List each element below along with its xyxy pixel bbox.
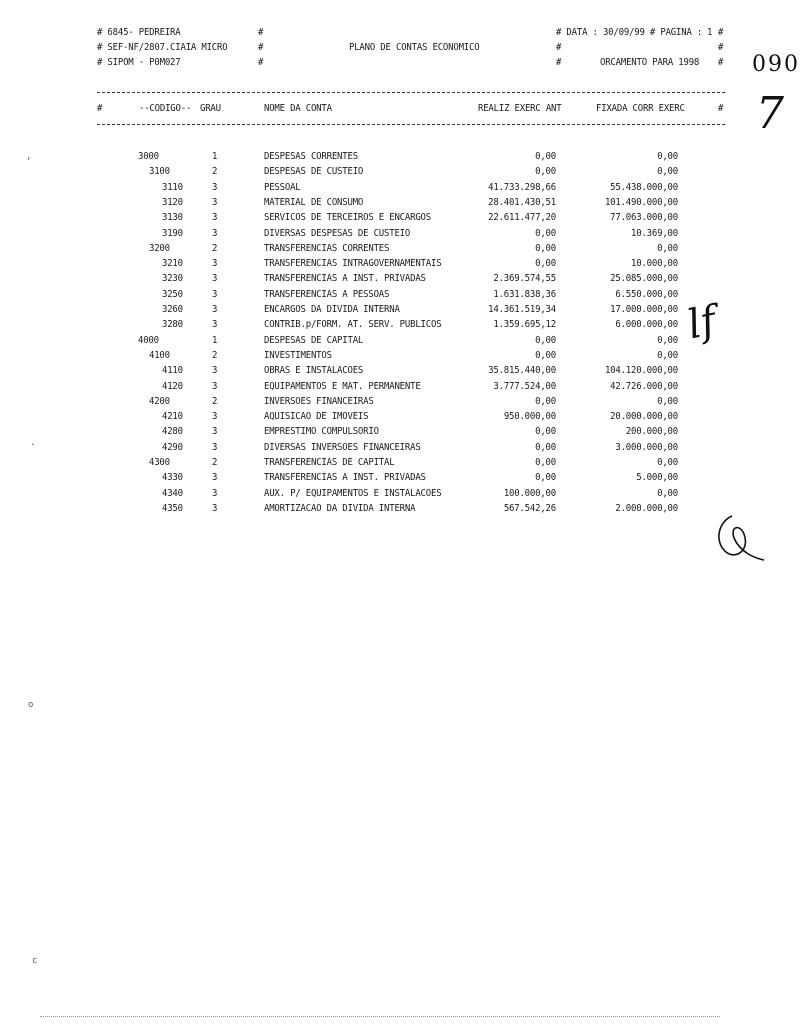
account-name: DIVERSAS INVERSOES FINANCEIRAS [264,442,421,453]
header-hash-m3: # [556,57,562,69]
table-row [0,303,800,318]
account-grau: 1 [212,151,218,163]
account-name: CONTRIB.p/FORM. AT. SERV. PUBLICOS [264,320,442,331]
account-name: ENCARGOS DA DIVIDA INTERNA [264,304,400,316]
scan-speck: c [32,956,38,966]
account-grau: 3 [212,258,218,270]
account-name: EQUIPAMENTOS E MAT. PERMANENTE [264,381,421,392]
table-row [0,334,800,349]
table-row [0,181,800,196]
scan-speck: . [30,438,36,448]
account-code: 3120 [162,197,183,209]
account-grau: 3 [212,182,218,193]
account-fixada: 0,00 [657,488,678,499]
account-fixada: 3.000.000,00 [615,442,678,453]
account-grau: 3 [212,197,218,209]
account-name: DESPESAS DE CAPITAL [264,335,364,346]
account-name: INVESTIMENTOS [264,350,332,362]
account-name: EMPRESTIMO COMPULSORIO [264,427,379,438]
account-name: MATERIAL DE CONSUMO [264,197,364,209]
table-row [0,272,800,287]
table-row [0,196,800,211]
account-fixada: 77.063.000,00 [610,212,678,224]
table-row [0,364,800,379]
account-grau: 2 [212,167,218,178]
account-grau: 3 [212,304,218,316]
account-realiz: 0,00 [535,228,556,239]
signature-mark [712,508,772,568]
date-page-label: # DATA : 30/09/99 # PAGINA : [556,27,703,39]
account-code: 3190 [162,228,183,239]
table-row [0,349,800,364]
account-code: 3230 [162,274,183,285]
table-row [0,288,800,303]
account-grau: 2 [212,457,218,469]
account-grau: 2 [212,243,218,255]
account-grau: 3 [212,365,218,377]
account-fixada: 0,00 [657,396,678,408]
col-realiz: REALIZ EXERC ANT [478,103,562,115]
account-fixada: 42.726.000,00 [610,381,678,392]
header-hash-3: # [258,57,264,69]
account-fixada: 0,00 [657,457,678,469]
account-fixada: 101.490.000,00 [604,197,678,209]
account-realiz: 950.000,00 [503,411,556,423]
account-realiz: 1.631.838,36 [493,289,556,300]
col-hash-right: # [718,103,724,115]
account-fixada: 0,00 [657,350,678,362]
header-line-3: # SIPOM - P0M027 [97,57,181,69]
bottom-scan-line [40,1016,720,1017]
account-fixada: 20.000.000,00 [610,411,678,423]
account-realiz: 22.611.477,20 [488,212,556,224]
account-realiz: 2.369.574,55 [493,274,556,285]
account-grau: 2 [212,396,218,408]
account-code: 4100 [149,350,170,362]
account-code: 4120 [162,381,183,392]
account-realiz: 0,00 [535,396,556,408]
table-row [0,165,800,180]
account-code: 4350 [162,503,183,515]
account-name: OBRAS E INSTALACOES [264,365,364,377]
account-name: PESSOAL [264,182,301,193]
account-fixada: 0,00 [657,167,678,178]
scan-speck: o [28,700,34,710]
account-grau: 3 [212,228,218,239]
account-fixada: 6.550.000,00 [615,289,678,300]
account-fixada: 25.085.000,00 [610,274,678,285]
col-grau: GRAU [200,103,221,115]
account-realiz: 100.000,00 [503,488,556,499]
col-codigo: --CODIGO-- [139,103,192,115]
account-fixada: 0,00 [657,151,678,163]
account-fixada: 0,00 [657,335,678,346]
table-row [0,425,800,440]
account-code: 3200 [149,243,170,255]
account-name: TRANSFERENCIAS INTRAGOVERNAMENTAIS [264,258,442,270]
account-code: 3280 [162,320,183,331]
account-grau: 1 [212,335,218,346]
handwritten-rubric: lf [683,297,721,349]
account-fixada: 104.120.000,00 [604,365,678,377]
table-row [0,441,800,456]
account-code: 3260 [162,304,183,316]
col-nome: NOME DA CONTA [264,103,332,115]
account-name: TRANSFERENCIAS DE CAPITAL [264,457,395,469]
page-number: 1 [707,27,713,39]
account-code: 4300 [149,457,170,469]
account-name: DIVERSAS DESPESAS DE CUSTEIO [264,228,411,239]
account-code: 3130 [162,212,183,224]
account-realiz: 41.733.298,66 [488,182,556,193]
account-realiz: 0,00 [535,350,556,362]
table-row [0,502,800,517]
account-realiz: 1.359.695,12 [493,320,556,331]
account-name: TRANSFERENCIAS CORRENTES [264,243,390,255]
header-hash-1: # [258,27,264,39]
account-name: AQUISICAO DE IMOVEIS [264,411,369,423]
account-code: 4110 [162,365,183,377]
account-fixada: 5.000,00 [636,473,678,484]
account-grau: 3 [212,274,218,285]
table-row [0,380,800,395]
account-realiz: 0,00 [535,457,556,469]
account-realiz: 28.401.430,51 [488,197,556,209]
account-name: INVERSOES FINANCEIRAS [264,396,374,408]
account-fixada: 10.369,00 [631,228,678,239]
header-hash-r3: # [718,57,724,69]
account-name: DESPESAS DE CUSTEIO [264,167,364,178]
account-grau: 3 [212,320,218,331]
account-code: 3110 [162,182,183,193]
account-realiz: 0,00 [535,335,556,346]
header-hash-r1: # [718,27,724,39]
table-row [0,227,800,242]
table-row [0,318,800,333]
account-code: 4000 [138,335,159,346]
top-separator [97,92,725,93]
account-code: 4280 [162,427,183,438]
account-grau: 3 [212,473,218,484]
account-fixada: 6.000.000,00 [615,320,678,331]
account-realiz: 14.361.519,34 [488,304,556,316]
account-realiz: 0,00 [535,427,556,438]
account-grau: 3 [212,427,218,438]
page-stamp-number: 090 [752,52,800,77]
account-realiz: 0,00 [535,243,556,255]
report-title: PLANO DE CONTAS ECONOMICO [349,42,480,54]
account-grau: 2 [212,350,218,362]
account-realiz: 0,00 [535,473,556,484]
table-row [0,211,800,226]
table-row [0,456,800,471]
table-row [0,410,800,425]
account-grau: 3 [212,442,218,453]
account-fixada: 10.000,00 [631,258,678,270]
col-fixada: FIXADA CORR EXERC [596,103,685,115]
account-grau: 3 [212,212,218,224]
account-grau: 3 [212,381,218,392]
account-realiz: 0,00 [535,442,556,453]
account-grau: 3 [212,488,218,499]
col-hash-left: # [97,103,103,115]
header-line-2: # SEF-NF/2807.CIAIA MICRO [97,42,228,54]
account-grau: 3 [212,411,218,423]
account-code: 4210 [162,411,183,423]
account-name: AMORTIZACAO DA DIVIDA INTERNA [264,503,416,515]
scan-speck: , [26,152,32,162]
account-realiz: 3.777.524,00 [493,381,556,392]
header-separator [97,124,725,125]
table-row [0,395,800,410]
header-line-1: # 6845- PEDREIRA [97,27,181,39]
account-fixada: 17.000.000,00 [610,304,678,316]
budget-label: ORCAMENTO PARA 1998 [600,57,700,69]
account-name: SERVICOS DE TERCEIROS E ENCARGOS [264,212,431,224]
table-row [0,487,800,502]
table-row [0,242,800,257]
account-grau: 3 [212,289,218,300]
account-realiz: 567.542,26 [503,503,556,515]
account-name: TRANSFERENCIAS A INST. PRIVADAS [264,473,426,484]
account-fixada: 2.000.000,00 [615,503,678,515]
account-realiz: 35.815.440,00 [488,365,556,377]
handwritten-initial: 7 [756,88,784,139]
account-realiz: 0,00 [535,258,556,270]
account-realiz: 0,00 [535,151,556,163]
account-code: 4330 [162,473,183,484]
header-hash-r2: # [718,42,724,54]
account-code: 3250 [162,289,183,300]
account-name: AUX. P/ EQUIPAMENTOS E INSTALACOES [264,488,442,499]
account-fixada: 0,00 [657,243,678,255]
account-code: 4200 [149,396,170,408]
account-code: 3210 [162,258,183,270]
account-name: TRANSFERENCIAS A PESSOAS [264,289,390,300]
account-fixada: 200.000,00 [625,427,678,438]
account-fixada: 55.438.000,00 [610,182,678,193]
account-code: 3100 [149,167,170,178]
account-code: 4340 [162,488,183,499]
account-name: TRANSFERENCIAS A INST. PRIVADAS [264,274,426,285]
table-row [0,150,800,165]
table-row [0,257,800,272]
account-code: 3000 [138,151,159,163]
account-grau: 3 [212,503,218,515]
header-hash-2: # [258,42,264,54]
account-name: DESPESAS CORRENTES [264,151,358,163]
account-realiz: 0,00 [535,167,556,178]
table-row [0,471,800,486]
account-code: 4290 [162,442,183,453]
header-hash-m2: # [556,42,562,54]
